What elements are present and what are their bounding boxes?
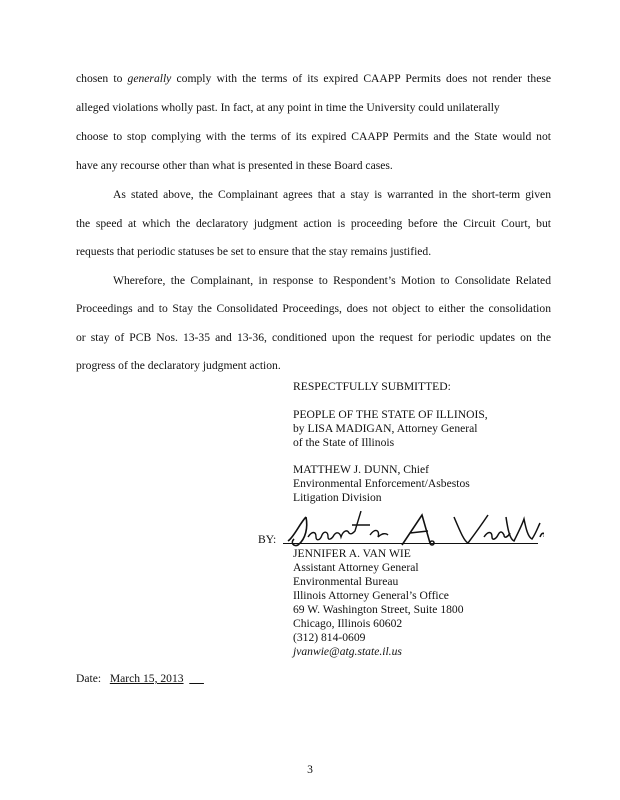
chief-line: Environmental Enforcement/Asbestos — [293, 477, 470, 490]
chief-line: MATTHEW J. DUNN, Chief — [293, 463, 429, 476]
attorney-line: Illinois Attorney General’s Office — [293, 589, 449, 602]
party-line: by LISA MADIGAN, Attorney General — [293, 422, 478, 435]
text-run: chosen to — [76, 72, 128, 85]
attorney-line: JENNIFER A. VAN WIE — [293, 547, 411, 560]
party-block — [293, 408, 488, 450]
party-line: of the State of Illinois — [293, 436, 395, 449]
by-label: BY: — [258, 533, 277, 546]
emphasis-text: generally — [127, 72, 172, 85]
chief-block — [293, 463, 470, 505]
body-line: progress of the declaratory judgment action. — [76, 359, 281, 372]
attorney-line: (312) 814-0609 — [293, 631, 366, 644]
email-address: jvanwie@atg.state.il.us — [293, 645, 402, 658]
attorney-block — [293, 547, 464, 659]
body-line: choose to stop complying with the terms of its expired CAAPP Permits and the State would not — [76, 130, 551, 143]
attorney-line: Environmental Bureau — [293, 575, 399, 588]
attorney-line: Assistant Attorney General — [293, 561, 419, 574]
attorney-line: Chicago, Illinois 60602 — [293, 617, 403, 630]
chief-line: Litigation Division — [293, 491, 382, 504]
body-line: alleged violations wholly past. In fact, at any point in time the University could unilaterally — [76, 101, 500, 114]
body-line: requests that periodic statuses be set to ensure that the stay remains justified. — [76, 245, 432, 258]
attorney-line: 69 W. Washington Street, Suite 1800 — [293, 603, 464, 616]
page-number: 3 — [307, 763, 313, 776]
date-label: Date: — [76, 672, 102, 685]
closing-text: RESPECTFULLY SUBMITTED: — [293, 380, 451, 393]
body-line: have any recourse other than what is presented in these Board cases. — [76, 159, 393, 172]
body-line: Wherefore, the Complainant, in response to Respondent’s Motion to Consolidate Related — [113, 274, 551, 287]
body-line: As stated above, the Complainant agrees that a stay is warranted in the short-term given — [113, 188, 551, 201]
body-line: Proceedings and to Stay the Consolidated Proceedings, does not object to either the consolidation — [76, 302, 551, 315]
date-trail: _ _ — [189, 672, 204, 685]
body-line — [76, 72, 551, 86]
party-line: PEOPLE OF THE STATE OF ILLINOIS, — [293, 408, 488, 421]
text-run: comply with the terms of its expired CAAPP Permits does not render these — [171, 72, 551, 85]
body-line: or stay of PCB Nos. 13-35 and 13-36, conditioned upon the request for periodic updates on the — [76, 331, 551, 344]
signature-line — [283, 543, 538, 544]
date-line — [76, 672, 204, 685]
date-value: March 15, 2013 — [109, 672, 184, 685]
body-line: the speed at which the declaratory judgment action is proceeding before the Circuit Court, but — [76, 217, 551, 230]
